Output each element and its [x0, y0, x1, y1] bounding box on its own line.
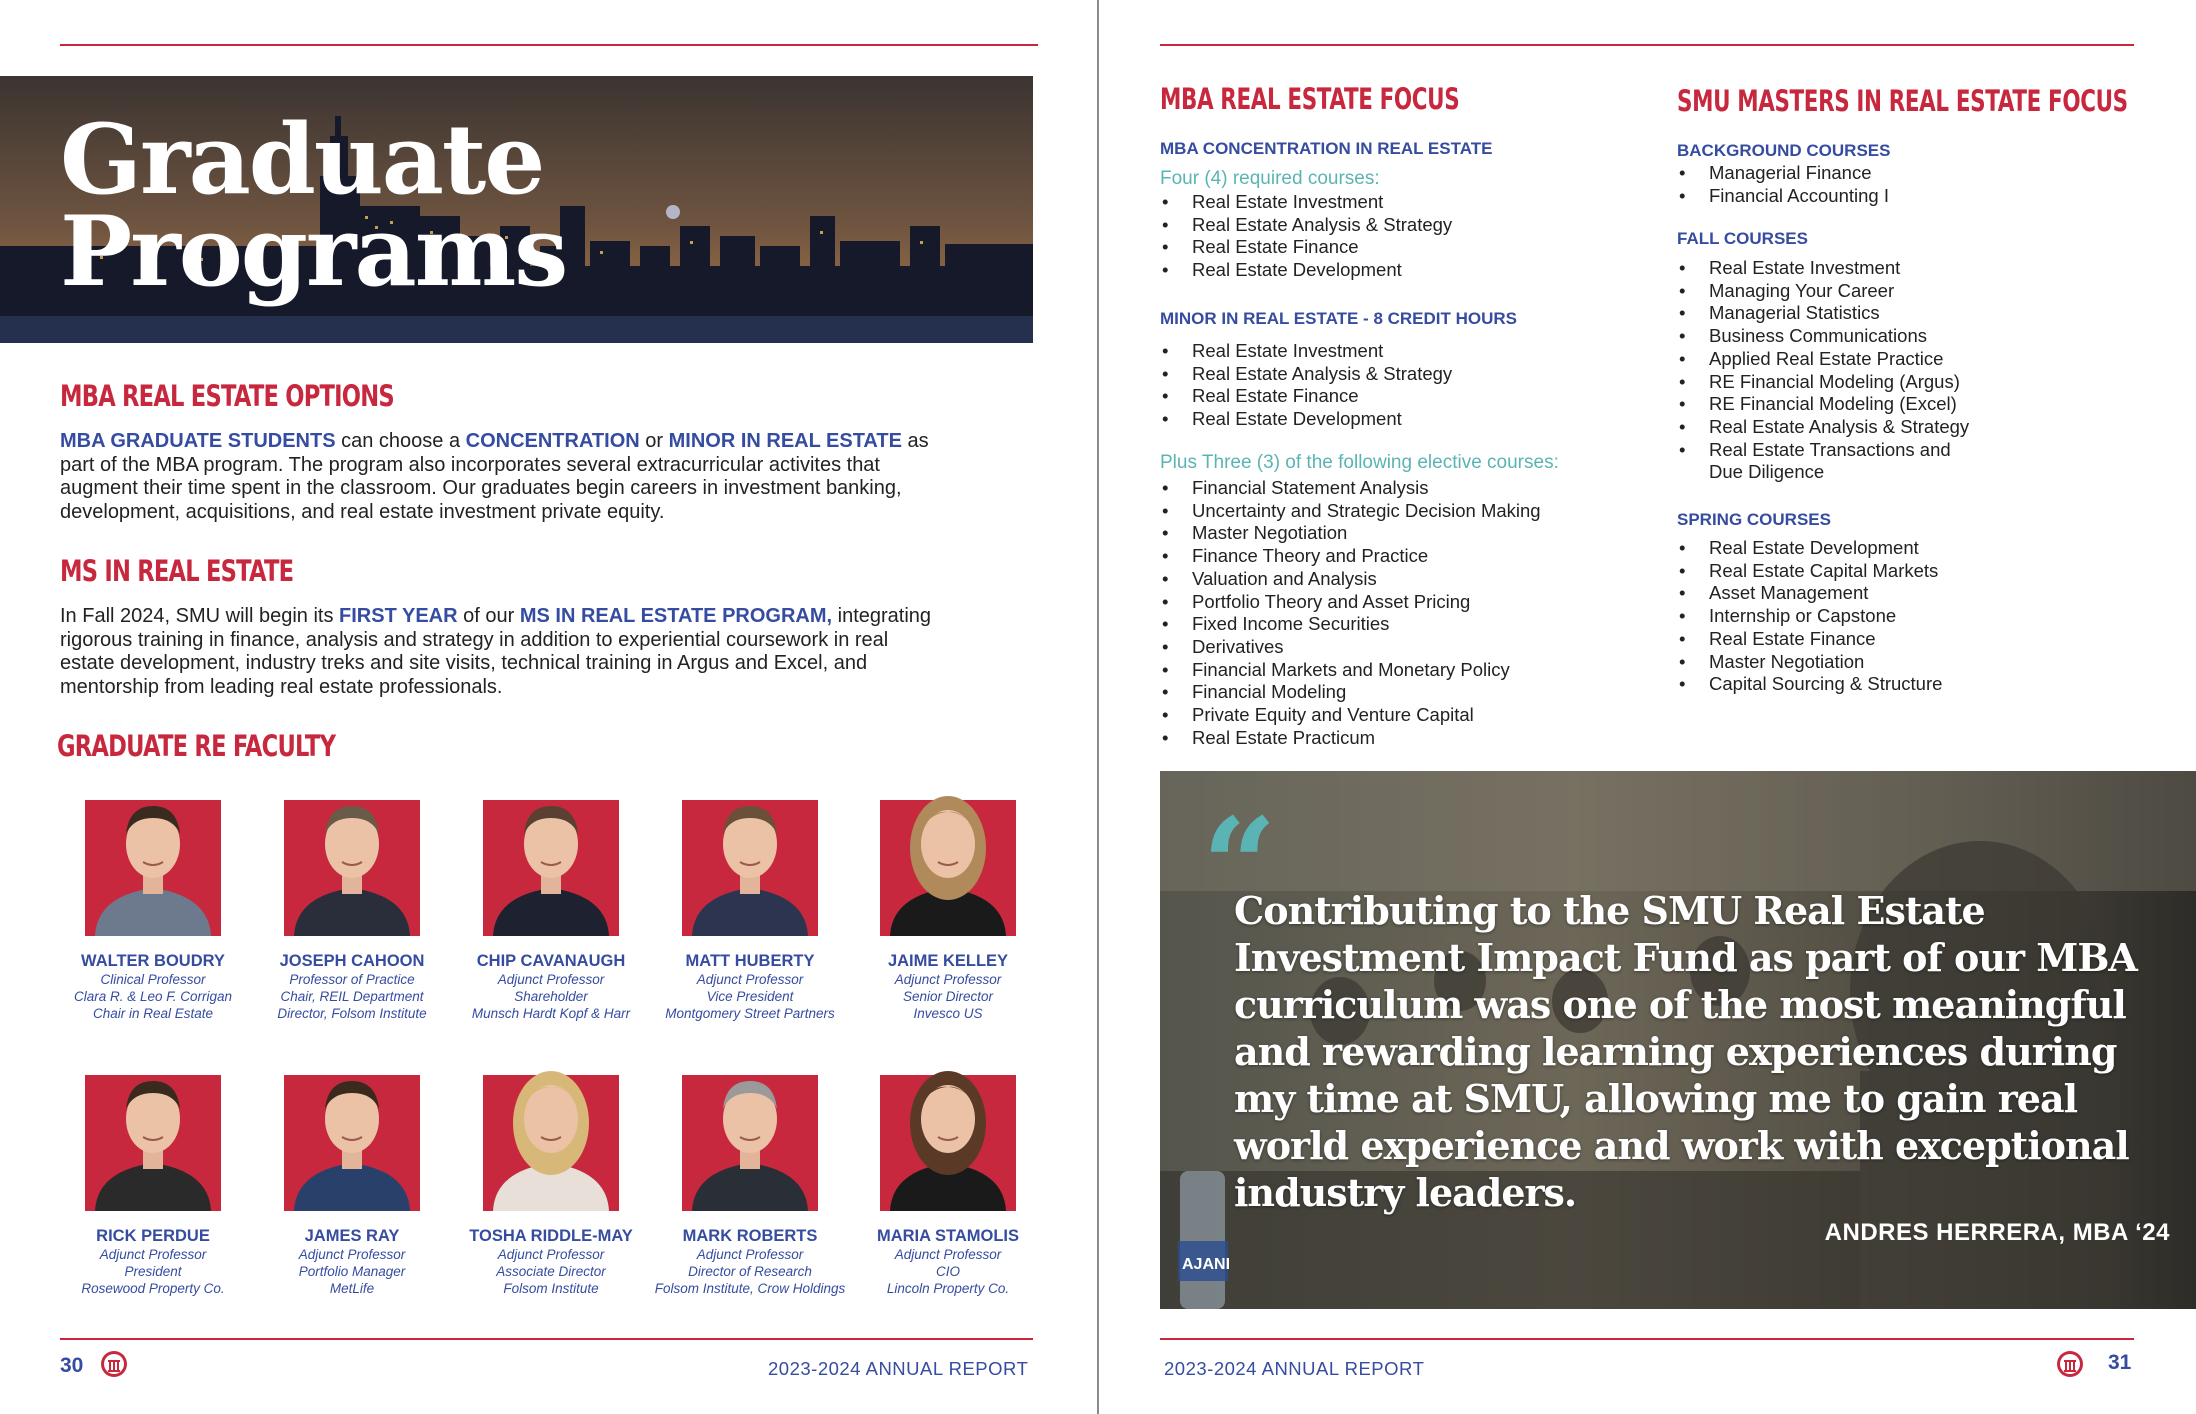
faculty-role: CIO	[935, 1264, 960, 1279]
list-item: • Asset Management	[1677, 582, 1942, 605]
faculty-photo	[284, 800, 420, 936]
faculty-card	[848, 800, 1048, 1022]
faculty-role: Associate Director	[496, 1264, 606, 1279]
faculty-card	[451, 800, 651, 1022]
faculty-card	[650, 800, 850, 1022]
faculty-role: Folsom Institute	[503, 1281, 599, 1296]
faculty-card	[53, 800, 253, 1022]
page-title: Graduate Programs	[60, 103, 567, 308]
list-item: • Real Estate Development	[1677, 537, 1942, 560]
faculty-card	[252, 1075, 452, 1297]
list-item: • Derivatives	[1160, 636, 1541, 659]
list-item: • Fixed Income Securities	[1160, 613, 1541, 636]
list-item: • RE Financial Modeling (Excel)	[1677, 393, 1969, 416]
faculty-photo	[682, 800, 818, 936]
faculty-card	[451, 1075, 651, 1297]
highlight-text: MS IN REAL ESTATE PROGRAM,	[519, 605, 833, 627]
list-item: • Managing Your Career	[1677, 280, 1969, 303]
list-item: • Real Estate Analysis & Strategy	[1160, 214, 1452, 237]
faculty-name: JOSEPH CAHOON	[279, 952, 425, 970]
bottom-rule	[60, 1338, 1033, 1340]
list-item: • Portfolio Theory and Asset Pricing	[1160, 591, 1541, 614]
top-rule	[60, 44, 1038, 46]
faculty-photo	[880, 800, 1016, 936]
mba-options-heading: MBA REAL ESTATE OPTIONS	[60, 379, 394, 413]
mba-options-paragraph: MBA GRADUATE STUDENTS can choose a CONCENTRATION or MINOR IN REAL ESTATE as part of the MBA program. The program also incorporates several extracurricular activites that augment their time spent in the classroom. Our graduates begin careers in investment banking, development, acquisitions, and real estate investment private equity.	[60, 430, 929, 523]
list-item: • Business Communications	[1677, 325, 1969, 348]
list-item: • Master Negotiation	[1160, 522, 1541, 545]
list-item: • Finance Theory and Practice	[1160, 545, 1541, 568]
list-item: • Managerial Finance	[1677, 162, 1889, 185]
faculty-role: Adjunct Professor	[894, 1247, 1002, 1262]
faculty-name: MARK ROBERTS	[682, 1227, 818, 1245]
faculty-role: Adjunct Professor	[696, 972, 804, 987]
list-item: • Financial Modeling	[1160, 681, 1541, 704]
list-item: • Applied Real Estate Practice	[1677, 348, 1969, 371]
faculty-name: CHIP CAVANAUGH	[476, 952, 626, 970]
spring-heading: SPRING COURSES	[1677, 510, 1831, 529]
faculty-name: RICK PERDUE	[96, 1227, 210, 1245]
footer-report-label: 2023-2024 ANNUAL REPORT	[768, 1358, 1029, 1379]
ms-focus-heading: SMU MASTERS IN REAL ESTATE FOCUS	[1677, 84, 2128, 118]
faculty-role: Folsom Institute, Crow Holdings	[654, 1281, 846, 1296]
quote-author: ANDRES HERRERA, MBA ‘24	[1824, 1219, 2170, 1246]
list-item: • Capital Sourcing & Structure	[1677, 673, 1942, 696]
list-item: • Real Estate Development	[1160, 408, 1452, 431]
faculty-card	[848, 1075, 1048, 1297]
faculty-photo	[483, 1075, 619, 1211]
faculty-role: Senior Director	[902, 989, 994, 1004]
ms-real-estate-paragraph: In Fall 2024, SMU will begin its FIRST YEAR of our MS IN REAL ESTATE PROGRAM, integrating rigorous training in finance, analysis and strategy in addition to experiential coursework in real estate development, industry treks and site visits, technical training in Argus and Excel, and mentorship from leading real estate professionals.	[60, 605, 932, 698]
quote-text: Contributing to the SMU Real Estate Investment Impact Fund as part of our MBA curriculum was one of the most meaningful and rewarding learning experiences during my time at SMU, allowing me to gain real world experience and work with exceptional industry leaders.	[1234, 888, 2137, 1215]
list-item: • Real Estate Finance	[1677, 628, 1942, 651]
faculty-heading: GRADUATE RE FACULTY	[57, 729, 336, 763]
faculty-name: MARIA STAMOLIS	[876, 1227, 1020, 1245]
faculty-role: MetLife	[329, 1281, 375, 1296]
fall-courses-list	[1677, 257, 1969, 461]
faculty-role: Clara R. & Leo F. Corrigan	[73, 989, 233, 1004]
required-label: Four (4) required courses:	[1160, 168, 1380, 189]
faculty-name: JAIME KELLEY	[887, 952, 1009, 970]
list-item: • Financial Accounting I	[1677, 185, 1889, 208]
faculty-photo	[682, 1075, 818, 1211]
elective-courses-list	[1160, 477, 1541, 749]
faculty-role: Director of Research	[688, 1264, 812, 1279]
faculty-photo	[880, 1075, 1016, 1211]
faculty-name: WALTER BOUDRY	[81, 952, 225, 970]
list-item: • Real Estate Capital Markets	[1677, 560, 1942, 583]
faculty-name: TOSHA RIDDLE-MAY	[469, 1227, 633, 1245]
faculty-card	[252, 800, 452, 1022]
faculty-role: Invesco US	[913, 1006, 983, 1021]
smu-logo-icon	[2056, 1350, 2084, 1378]
smu-logo-icon	[100, 1350, 128, 1378]
faculty-role: Chair in Real Estate	[92, 1006, 214, 1021]
faculty-role: Adjunct Professor	[497, 1247, 605, 1262]
spring-courses-list	[1677, 537, 1942, 696]
faculty-role: Adjunct Professor	[99, 1247, 207, 1262]
highlight-text: MINOR IN REAL ESTATE	[668, 430, 902, 452]
hero-banner	[0, 76, 1033, 343]
list-item: • Real Estate Finance	[1160, 385, 1452, 408]
bottle-label: AJANI	[1182, 1256, 1231, 1273]
faculty-role: Munsch Hardt Kopf & Harr	[471, 1006, 631, 1021]
highlight-text: CONCENTRATION	[465, 430, 640, 452]
quote-mark-icon: “	[1202, 789, 1277, 942]
faculty-role: Montgomery Street Partners	[665, 1006, 835, 1021]
faculty-role: Professor of Practice	[289, 972, 415, 987]
list-item: • Real Estate Investment	[1160, 191, 1452, 214]
list-item: • Private Equity and Venture Capital	[1160, 704, 1541, 727]
right-page	[1098, 0, 2196, 1414]
list-item: • Managerial Statistics	[1677, 302, 1969, 325]
list-item: • Real Estate Analysis & Strategy	[1677, 416, 1969, 439]
minor-heading: MINOR IN REAL ESTATE - 8 CREDIT HOURS	[1160, 309, 1518, 328]
faculty-card	[53, 1075, 253, 1297]
fall-course-continuation: Due Diligence	[1709, 461, 1825, 482]
list-item: • Master Negotiation	[1677, 651, 1942, 674]
list-item: • RE Financial Modeling (Argus)	[1677, 371, 1969, 394]
page-number: 30	[60, 1354, 84, 1377]
list-item: • Financial Statement Analysis	[1160, 477, 1541, 500]
highlight-text: MBA GRADUATE STUDENTS	[60, 430, 336, 452]
faculty-role: President	[124, 1264, 182, 1279]
list-item: • Uncertainty and Strategic Decision Making	[1160, 500, 1541, 523]
footer-report-label: 2023-2024 ANNUAL REPORT	[1164, 1358, 1425, 1379]
testimonial-quote-block	[1160, 771, 2196, 1309]
faculty-photo	[284, 1075, 420, 1211]
bottom-rule	[1160, 1338, 2134, 1340]
faculty-role: Director, Folsom Institute	[277, 1006, 427, 1021]
faculty-role: Adjunct Professor	[497, 972, 605, 987]
list-item: • Real Estate Development	[1160, 259, 1452, 282]
list-item: • Internship or Capstone	[1677, 605, 1942, 628]
faculty-role: Shareholder	[514, 989, 588, 1004]
top-rule	[1160, 44, 2134, 46]
faculty-role: Chair, REIL Department	[280, 989, 424, 1004]
list-item: • Real Estate Transactions and	[1677, 439, 1969, 462]
minor-courses-list	[1160, 340, 1452, 431]
highlight-text: FIRST YEAR	[339, 605, 458, 627]
ms-real-estate-heading: MS IN REAL ESTATE	[60, 554, 294, 588]
faculty-photo	[85, 800, 221, 936]
mba-focus-heading: MBA REAL ESTATE FOCUS	[1160, 82, 1460, 116]
faculty-role: Vice President	[706, 989, 794, 1004]
faculty-role: Lincoln Property Co.	[886, 1281, 1010, 1296]
list-item: • Valuation and Analysis	[1160, 568, 1541, 591]
elective-label: Plus Three (3) of the following elective courses:	[1160, 452, 1559, 473]
page-number: 31	[2108, 1351, 2132, 1374]
list-item: • Real Estate Practicum	[1160, 727, 1541, 750]
faculty-role: Clinical Professor	[100, 972, 206, 987]
faculty-role: Adjunct Professor	[298, 1247, 406, 1262]
faculty-role: Adjunct Professor	[696, 1247, 804, 1262]
faculty-role: Adjunct Professor	[894, 972, 1002, 987]
list-item: • Real Estate Analysis & Strategy	[1160, 363, 1452, 386]
faculty-photo	[85, 1075, 221, 1211]
faculty-name: JAMES RAY	[304, 1227, 400, 1245]
required-courses-list	[1160, 191, 1452, 282]
fall-heading: FALL COURSES	[1677, 229, 1808, 248]
background-courses-list	[1677, 162, 1889, 207]
faculty-role: Rosewood Property Co.	[81, 1281, 225, 1296]
list-item: • Financial Markets and Monetary Policy	[1160, 659, 1541, 682]
faculty-photo	[483, 800, 619, 936]
list-item: • Real Estate Investment	[1677, 257, 1969, 280]
faculty-role: Portfolio Manager	[298, 1264, 406, 1279]
background-heading: BACKGROUND COURSES	[1677, 141, 1891, 160]
faculty-name: MATT HUBERTY	[685, 952, 815, 970]
list-item: • Real Estate Investment	[1160, 340, 1452, 363]
concentration-heading: MBA CONCENTRATION IN REAL ESTATE	[1160, 139, 1493, 158]
list-item: • Real Estate Finance	[1160, 236, 1452, 259]
faculty-card	[650, 1075, 850, 1297]
